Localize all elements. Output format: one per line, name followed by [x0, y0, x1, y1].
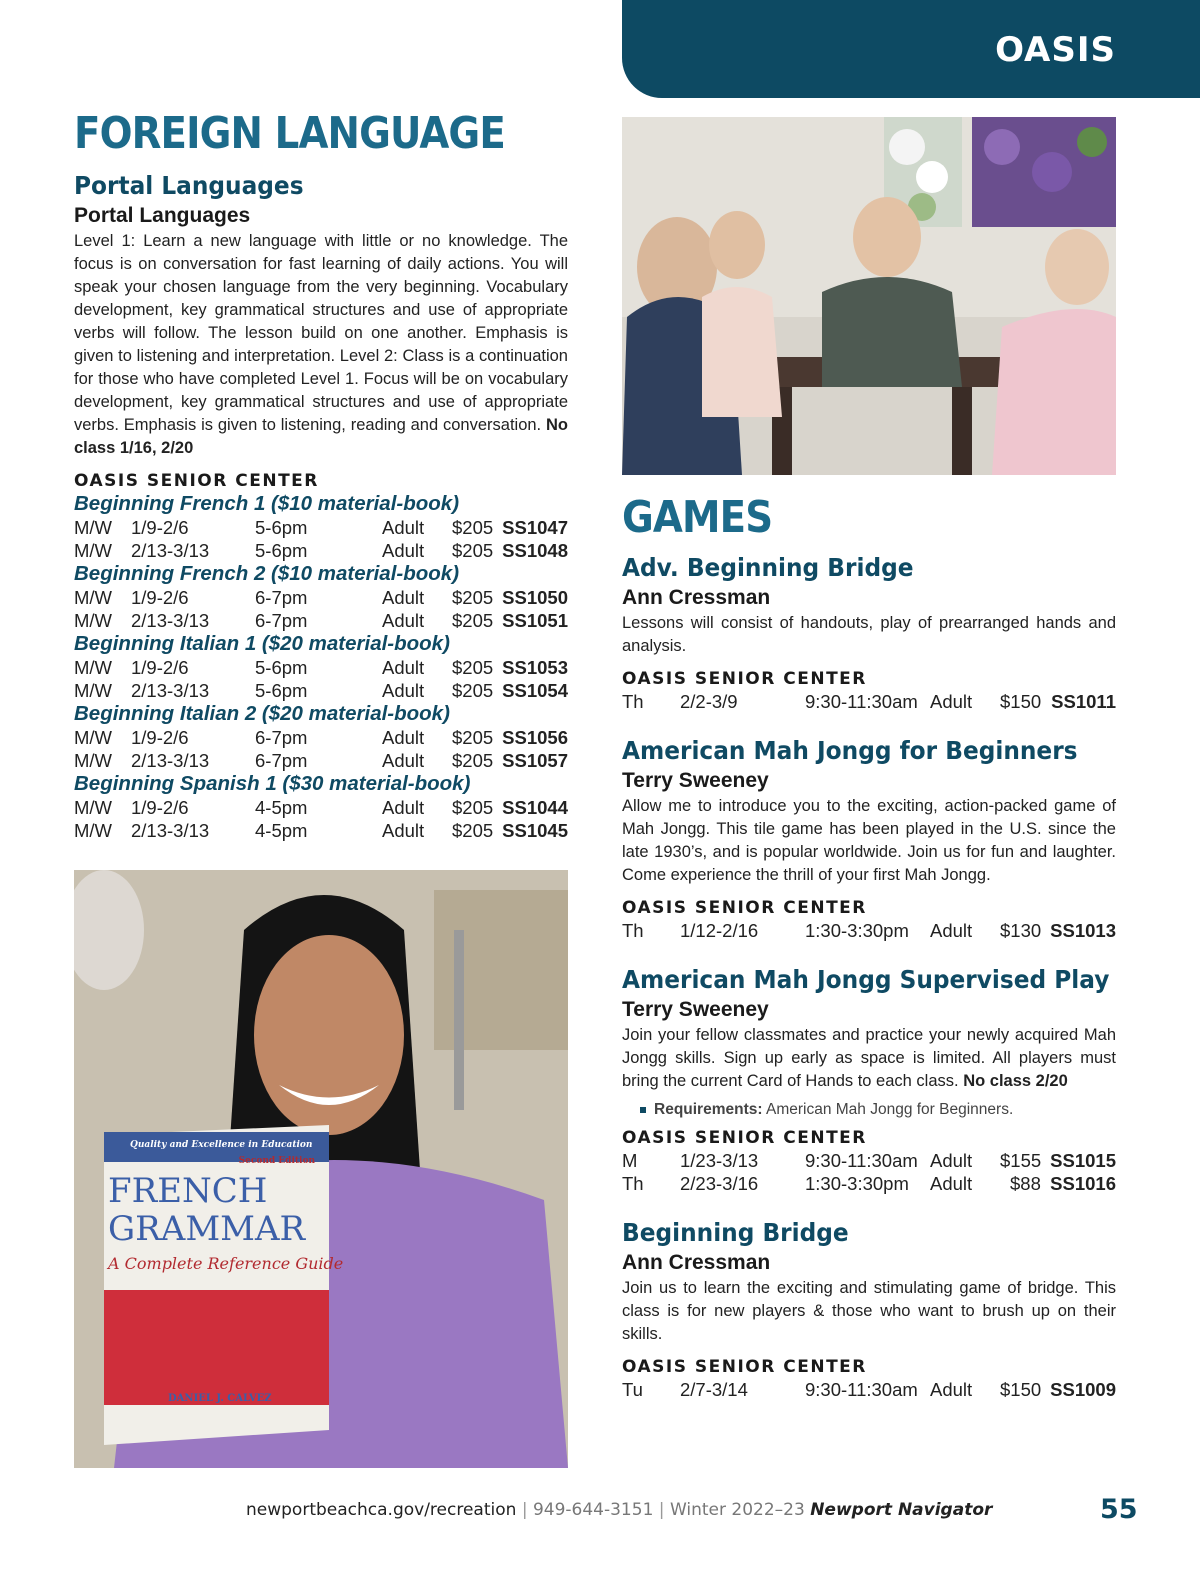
program-block: [622, 964, 1116, 1195]
days: M/W: [74, 657, 113, 678]
dates: 1/9-2/6: [131, 517, 189, 538]
time: 5-6pm: [255, 657, 308, 678]
course-code: SS1050: [502, 587, 568, 608]
time: 1:30-3:30pm: [805, 920, 909, 941]
book-banner: Quality and Excellence in Education: [130, 1140, 313, 1150]
program-title: Adv. Beginning Bridge: [622, 553, 914, 582]
course-code: SS1015: [1050, 1150, 1116, 1171]
days: M/W: [74, 610, 113, 631]
dates: 2/13-3/13: [131, 680, 210, 701]
dates: 2/13-3/13: [131, 820, 210, 841]
program-description: [622, 1024, 1116, 1093]
schedule-row: [74, 516, 568, 539]
foreign-language-section: [74, 108, 568, 842]
days: Th: [622, 691, 644, 712]
fee: $205: [452, 797, 494, 818]
program-title: Beginning Bridge: [622, 1218, 849, 1247]
days: M/W: [74, 820, 113, 841]
schedule-row: [74, 726, 568, 749]
schedule-row: [74, 749, 568, 772]
course-code: SS1054: [502, 680, 568, 701]
no-class-note: No class 1/16, 2/20: [74, 416, 568, 457]
age-group: Adult: [930, 1173, 973, 1194]
schedule-row: [622, 1378, 1116, 1401]
course-code: SS1009: [1050, 1379, 1116, 1400]
dates: 1/12-2/16: [680, 920, 759, 941]
course-code: SS1047: [502, 517, 568, 538]
age-group: Adult: [382, 727, 425, 748]
footer-magazine: Newport Navigator: [810, 1500, 993, 1520]
course-code: SS1016: [1050, 1173, 1116, 1194]
age-group: Adult: [382, 587, 425, 608]
footer-phone: 949-644-3151: [532, 1500, 654, 1520]
dates: 1/23-3/13: [680, 1150, 759, 1171]
time: 1:30-3:30pm: [805, 1173, 909, 1194]
course-name: Beginning French 2 ($10 material-book): [74, 562, 460, 585]
location-heading: OASIS SENIOR CENTER: [622, 898, 867, 918]
book-edition: Second Edition: [238, 1156, 315, 1166]
fee: $150: [1000, 691, 1042, 712]
requirements-label: Requirements:: [654, 1101, 763, 1118]
header-tab-label: OASIS: [995, 30, 1116, 70]
course-code: SS1045: [502, 820, 568, 841]
instructor-name: Terry Sweeney: [622, 769, 769, 792]
days: Tu: [622, 1379, 643, 1400]
time: 9:30-11:30am: [805, 1379, 918, 1400]
dates: 2/13-3/13: [131, 750, 210, 771]
age-group: Adult: [382, 610, 425, 631]
days: M: [622, 1150, 638, 1171]
schedule-row: [74, 796, 568, 819]
fee: $155: [1000, 1150, 1042, 1171]
book-cover-text: [108, 1138, 344, 1404]
fee: $205: [452, 750, 494, 771]
book-author: DANIEL J. CALVEZ: [168, 1393, 272, 1404]
fee: $88: [1010, 1173, 1041, 1194]
course-code: SS1011: [1051, 691, 1116, 712]
days: M/W: [74, 587, 113, 608]
requirements: [640, 1099, 1116, 1121]
course-block: [74, 702, 568, 772]
time: 9:30-11:30am: [805, 1150, 918, 1171]
games-title: GAMES: [622, 492, 773, 543]
program-block: [622, 1217, 1116, 1401]
no-class-note: No class 2/20: [963, 1072, 1068, 1090]
course-code: SS1057: [502, 750, 568, 771]
fee: $150: [1000, 1379, 1042, 1400]
fee: $205: [452, 727, 494, 748]
days: M/W: [74, 750, 113, 771]
footer-separator: |: [658, 1500, 665, 1520]
days: M/W: [74, 727, 113, 748]
program-description: Join us to learn the exciting and stimulating game of bridge. This class is for new players & those who want to brush up on their skills.: [622, 1279, 1116, 1343]
book-subtitle: A Complete Reference Guide: [108, 1254, 344, 1273]
course-name: Beginning Italian 1 ($20 material-book): [74, 632, 450, 655]
age-group: Adult: [382, 750, 425, 771]
french-grammar-photo: [74, 870, 568, 1468]
time: 4-5pm: [255, 820, 308, 841]
card-players-photo: [622, 117, 1116, 475]
footer: [246, 1500, 992, 1520]
schedule-row: [74, 586, 568, 609]
footer-url[interactable]: newportbeachca.gov/recreation: [246, 1500, 517, 1520]
fee: $205: [452, 680, 494, 701]
course-block: [74, 772, 568, 842]
age-group: Adult: [382, 820, 425, 841]
games-section: [622, 492, 1116, 1401]
age-group: Adult: [930, 1150, 973, 1171]
header-tab: [622, 0, 1200, 98]
instructor-name: Ann Cressman: [622, 586, 771, 609]
age-group: Adult: [382, 680, 425, 701]
location-heading: OASIS SENIOR CENTER: [622, 1128, 867, 1148]
location-heading: OASIS SENIOR CENTER: [622, 669, 867, 689]
dates: 2/2-3/9: [680, 691, 738, 712]
dates: 2/13-3/13: [131, 610, 210, 631]
time: 6-7pm: [255, 587, 308, 608]
course-code: SS1048: [502, 540, 568, 561]
course-code: SS1056: [502, 727, 568, 748]
dates: 2/13-3/13: [131, 540, 210, 561]
dates: 1/9-2/6: [131, 797, 189, 818]
course-block: [74, 562, 568, 632]
schedule-row: [622, 919, 1116, 942]
dates: 1/9-2/6: [131, 657, 189, 678]
requirements-text: American Mah Jongg for Beginners.: [765, 1101, 1014, 1118]
location-heading: OASIS SENIOR CENTER: [622, 1357, 867, 1377]
schedule-row: [74, 539, 568, 562]
fee: $205: [452, 517, 494, 538]
dates: 1/9-2/6: [131, 587, 189, 608]
schedule-row: [622, 1172, 1116, 1195]
portal-languages-subtitle: Portal Languages: [74, 204, 251, 227]
program-description: Allow me to introduce you to the exciting, action-packed game of Mah Jongg. This tile game has been played in the U.S. since the late 1930’s, and is popular worldwide. Join us for fun and laughter. Come experience the thrill of your first Mah Jongg.: [622, 797, 1116, 884]
time: 6-7pm: [255, 610, 308, 631]
program-title: American Mah Jongg Supervised Play: [622, 965, 1110, 994]
age-group: Adult: [382, 540, 425, 561]
fee: $205: [452, 587, 494, 608]
dates: 2/23-3/16: [680, 1173, 759, 1194]
schedule-row: [622, 690, 1116, 713]
time: 5-6pm: [255, 540, 308, 561]
course-code: SS1013: [1050, 920, 1116, 941]
days: Th: [622, 920, 644, 941]
time: 9:30-11:30am: [805, 691, 918, 712]
description-text: Level 1: Learn a new language with little or no knowledge. The focus is on conversation for fast learning of daily actions. You will speak your chosen language from the very beginning. Vocabulary development, key grammatical structures and use of appropriate verbs will follow. The lesson build on one another. Emphasis is given to listening and interpretation. Level 2: Class is a continuation for those who have completed Level 1. Focus will be on vocabulary development, key grammatical structures and use of appropriate verbs. Emphasis is given to listening, reading and conversation.: [74, 232, 568, 434]
time: 6-7pm: [255, 750, 308, 771]
program-block: [622, 552, 1116, 713]
book-title-line2: GRAMMAR: [108, 1209, 306, 1249]
foreign-language-title: FOREIGN LANGUAGE: [74, 108, 505, 159]
schedule-row: [74, 679, 568, 702]
schedule-row: [74, 656, 568, 679]
fee: $205: [452, 657, 494, 678]
days: Th: [622, 1173, 644, 1194]
fee: $205: [452, 820, 494, 841]
age-group: Adult: [382, 657, 425, 678]
page-number: 55: [1100, 1494, 1138, 1525]
dates: 1/9-2/6: [131, 727, 189, 748]
location-heading: OASIS SENIOR CENTER: [74, 471, 319, 491]
bullet-icon: [640, 1107, 646, 1113]
time: 5-6pm: [255, 517, 308, 538]
time: 5-6pm: [255, 680, 308, 701]
portal-languages-description: [74, 230, 568, 460]
days: M/W: [74, 680, 113, 701]
description-text: Join your fellow classmates and practice your newly acquired Mah Jongg skills. Sign up early as space is limited. All players must bring the current Card of Hands to each class.: [622, 1026, 1116, 1090]
course-code: SS1044: [502, 797, 568, 818]
portal-languages-title: Portal Languages: [74, 171, 304, 200]
days: M/W: [74, 517, 113, 538]
time: 4-5pm: [255, 797, 308, 818]
age-group: Adult: [930, 1379, 973, 1400]
instructor-name: Terry Sweeney: [622, 998, 769, 1021]
age-group: Adult: [382, 797, 425, 818]
dates: 2/7-3/14: [680, 1379, 748, 1400]
fee: $205: [452, 610, 494, 631]
days: M/W: [74, 797, 113, 818]
age-group: Adult: [382, 517, 425, 538]
course-name: Beginning Spanish 1 ($30 material-book): [74, 772, 471, 795]
schedule-row: [622, 1149, 1116, 1172]
course-name: Beginning French 1 ($10 material-book): [74, 492, 460, 515]
course-name: Beginning Italian 2 ($20 material-book): [74, 702, 450, 725]
program-description: Lessons will consist of handouts, play of prearranged hands and analysis.: [622, 614, 1116, 655]
age-group: Adult: [930, 920, 973, 941]
age-group: Adult: [930, 691, 973, 712]
fee: $130: [1000, 920, 1042, 941]
footer-season: Winter 2022–23: [669, 1500, 805, 1520]
course-block: [74, 632, 568, 702]
schedule-row: [74, 609, 568, 632]
footer-separator: |: [521, 1500, 528, 1520]
course-code: SS1053: [502, 657, 568, 678]
program-block: [622, 735, 1116, 942]
days: M/W: [74, 540, 113, 561]
fee: $205: [452, 540, 494, 561]
book-title-line1: FRENCH: [108, 1171, 268, 1211]
schedule-row: [74, 819, 568, 842]
course-code: SS1051: [502, 610, 568, 631]
program-title: American Mah Jongg for Beginners: [622, 736, 1078, 765]
course-block: [74, 492, 568, 562]
time: 6-7pm: [255, 727, 308, 748]
instructor-name: Ann Cressman: [622, 1251, 771, 1274]
